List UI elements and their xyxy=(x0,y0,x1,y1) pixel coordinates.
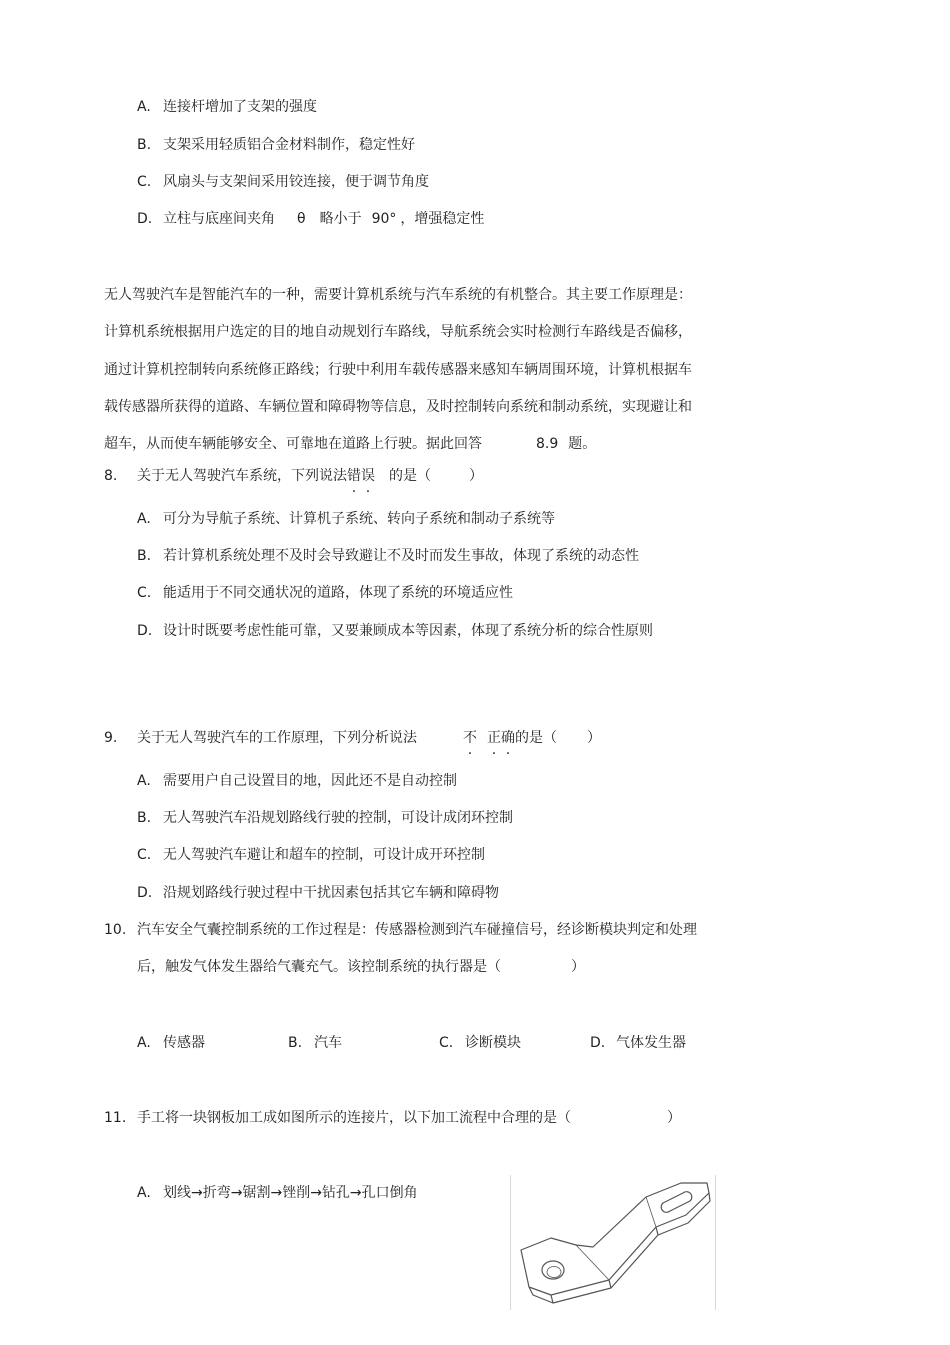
option-text: 设计时既要考虑性能可靠，又要兼顾成本等因素，体现了系统分析的综合性原则 xyxy=(163,623,653,639)
plate-edge xyxy=(609,1280,611,1288)
paren-close: ） xyxy=(571,959,585,975)
option-letter: A. xyxy=(137,773,151,789)
connecting-plate-drawing xyxy=(511,1175,715,1310)
bend-line xyxy=(646,1197,656,1227)
option-letter: B. xyxy=(137,137,152,153)
q7-option-b xyxy=(137,135,415,155)
q7-option-c xyxy=(137,172,429,192)
option-letter: B. xyxy=(137,548,152,564)
option-text: 沿规划路线行驶过程中干扰因素包括其它车辆和障碍物 xyxy=(163,885,499,901)
option-letter: C. xyxy=(137,847,152,863)
q11-stem xyxy=(104,1108,681,1128)
q10-option-a xyxy=(137,1033,205,1053)
question-number: 8. xyxy=(104,468,118,484)
option-text: 无人驾驶汽车沿规划路线行驶的控制，可设计成闭环控制 xyxy=(163,810,513,826)
bend-line xyxy=(576,1245,609,1280)
passage-line: 计算机系统根据用户选定的目的地自动规划行车路线，导航系统会实时检测行车路线是否偏移， xyxy=(104,324,692,340)
option-text: 立柱与底座间夹角 xyxy=(163,211,275,227)
question-text: 关于无人驾驶汽车系统，下列说法 xyxy=(137,468,347,484)
emphasis-char: 确 xyxy=(501,730,515,746)
option-letter: C. xyxy=(137,174,152,190)
q10-stem-line2 xyxy=(137,957,585,977)
q10-option-d xyxy=(590,1033,686,1053)
option-text: ，增强稳定性 xyxy=(400,211,485,227)
question-text: 汽车安全气囊控制系统的工作过程是：传感器检测到汽车碰撞信号，经诊断模块判定和处理 xyxy=(137,922,697,938)
q7-option-a xyxy=(137,97,317,117)
q8-stem xyxy=(104,466,483,486)
question-text: 后，触发气体发生器给气囊充气。该控制系统的执行器是（ xyxy=(137,959,501,975)
option-text: 若计算机系统处理不及时会导致避让不及时而发生事故，体现了系统的动态性 xyxy=(163,548,639,564)
option-text: 划线→折弯→锯割→锉削→钻孔→孔口倒角 xyxy=(163,1185,418,1201)
option-text: 传感器 xyxy=(163,1035,205,1051)
q8-option-d xyxy=(137,621,653,641)
q8-option-b xyxy=(137,546,639,566)
option-letter: D. xyxy=(137,885,153,901)
passage-line: 无人驾驶汽车是智能汽车的一种，需要计算机系统与汽车系统的有机整合。其主要工作原理是： xyxy=(104,287,692,303)
option-text: 需要用户自己设置目的地，因此还不是自动控制 xyxy=(163,773,457,789)
option-text: 无人驾驶汽车避让和超车的控制，可设计成开环控制 xyxy=(163,847,485,863)
q8-option-c xyxy=(137,583,513,603)
question-number: 9. xyxy=(104,730,118,746)
passage-text: 超车，从而使车辆能够安全、可靠地在道路上行驶。据此回答 xyxy=(104,436,482,452)
question-text: 关于无人驾驶汽车的工作原理，下列分析说法 xyxy=(137,730,417,746)
connecting-plate-figure xyxy=(510,1175,716,1310)
emphasis-char: 不 xyxy=(463,730,477,746)
slot-hole xyxy=(661,1192,692,1213)
option-letter: D. xyxy=(590,1035,606,1051)
emphasis-char: 正 xyxy=(487,730,501,746)
q9-option-d xyxy=(137,883,499,903)
q10-option-c xyxy=(439,1033,521,1053)
option-text: 诊断模块 xyxy=(465,1035,521,1051)
paren-close: ） xyxy=(587,730,601,746)
q8-option-a xyxy=(137,509,555,529)
emphasis-char: 误 xyxy=(361,468,375,484)
paren-close: ） xyxy=(667,1110,681,1126)
plate-edge xyxy=(529,1193,710,1303)
option-letter: D. xyxy=(137,623,153,639)
option-letter: C. xyxy=(137,585,152,601)
option-letter: A. xyxy=(137,1035,151,1051)
option-letter: A. xyxy=(137,1185,151,1201)
option-text: 支架采用轻质铝合金材料制作，稳定性好 xyxy=(163,137,415,153)
question-number: 11. xyxy=(104,1110,127,1126)
q9-stem xyxy=(104,728,601,748)
question-text: 的是（ xyxy=(389,468,431,484)
q11-option-a xyxy=(137,1183,418,1203)
round-hole-inner xyxy=(547,1267,561,1278)
plate-edge xyxy=(656,1227,658,1235)
option-letter: C. xyxy=(439,1035,454,1051)
question-reference: 8.9 xyxy=(536,436,559,452)
emphasis-char: 错 xyxy=(347,468,361,484)
q9-option-a xyxy=(137,771,457,791)
option-text: 汽车 xyxy=(314,1035,342,1051)
option-letter: A. xyxy=(137,511,151,527)
q9-option-b xyxy=(137,808,513,828)
option-letter: B. xyxy=(288,1035,303,1051)
passage-line: 通过计算机控制转向系统修正路线；行驶中利用车载传感器来感知车辆周围环境，计算机根据车 xyxy=(104,362,692,378)
question-text: 的是（ xyxy=(515,730,557,746)
option-text: 风扇头与支架间采用铰连接，便于调节角度 xyxy=(163,174,429,190)
passage-text: 题。 xyxy=(568,436,597,452)
q10-stem-line1 xyxy=(104,920,697,940)
q9-option-c xyxy=(137,845,485,865)
option-text: 略小于 xyxy=(319,211,362,227)
option-letter: A. xyxy=(137,99,151,115)
option-text: 气体发生器 xyxy=(616,1035,686,1051)
passage-line: 载传感器所获得的道路、车辆位置和障碍物等信息，及时控制转向系统和制动系统，实现避让和 xyxy=(104,399,692,415)
option-text: 连接杆增加了支架的强度 xyxy=(163,99,317,115)
q7-option-d xyxy=(137,209,484,229)
question-text: 手工将一块钢板加工成如图所示的连接片，以下加工流程中合理的是（ xyxy=(137,1110,571,1126)
passage-line-last xyxy=(104,434,596,454)
q10-option-b xyxy=(288,1033,342,1053)
option-text: 可分为导航子系统、计算机子系统、转向子系统和制动子系统等 xyxy=(163,511,555,527)
question-number: 10. xyxy=(104,922,127,938)
paren-close: ） xyxy=(469,468,483,484)
option-letter: D. xyxy=(137,211,153,227)
option-letter: B. xyxy=(137,810,152,826)
option-text: 能适用于不同交通状况的道路，体现了系统的环境适应性 xyxy=(163,585,513,601)
theta-symbol: θ xyxy=(297,211,306,227)
angle-value: 90° xyxy=(371,211,397,227)
